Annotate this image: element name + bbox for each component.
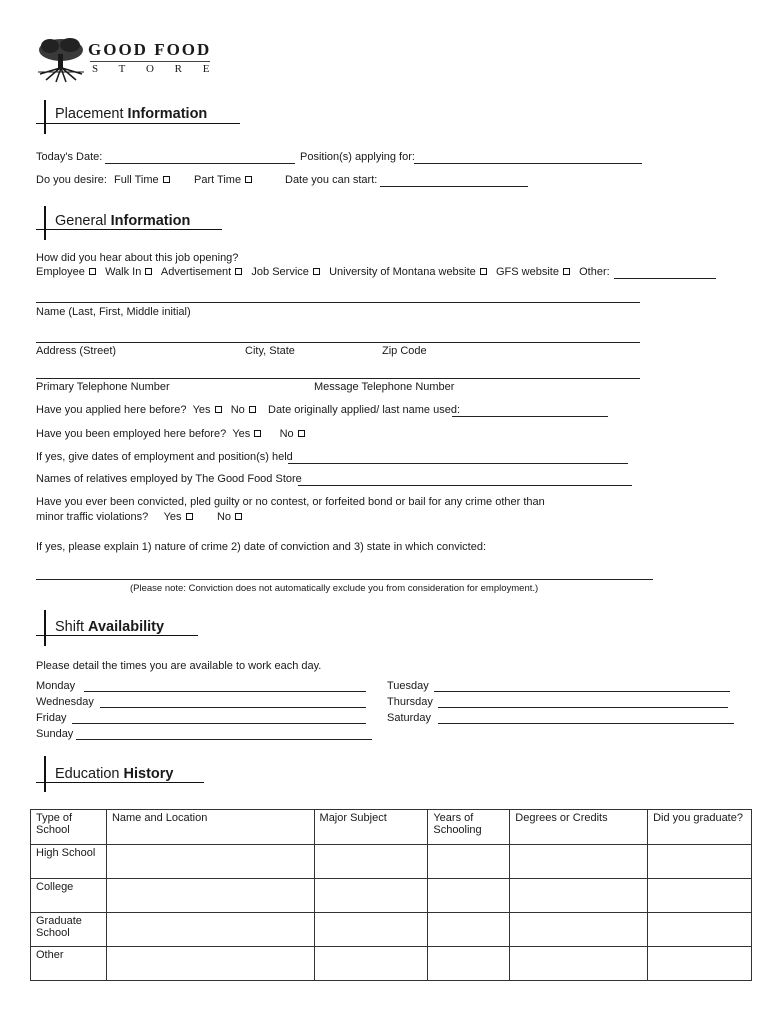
- checkbox[interactable]: [480, 268, 487, 275]
- convicted-yes[interactable]: Yes: [164, 511, 193, 523]
- zip-label: Zip Code: [382, 345, 427, 357]
- other-source-field[interactable]: [614, 278, 716, 279]
- section-bar: [44, 100, 46, 134]
- day-label-monday: Monday: [36, 680, 76, 692]
- section-underline: [36, 229, 222, 230]
- address-label: Address (Street): [36, 345, 117, 357]
- checkbox[interactable]: [254, 430, 261, 437]
- part-time-option[interactable]: Part Time: [194, 174, 252, 186]
- cell[interactable]: [648, 947, 752, 981]
- convicted-line1: Have you ever been convicted, pled guilty or no contest, or forfeited bond or bail for any crime other than: [36, 496, 545, 508]
- part-time-checkbox[interactable]: [245, 176, 252, 183]
- hear-source-row: [36, 266, 610, 278]
- relatives-label: Names of relatives employed by The Good Food Store: [36, 473, 302, 485]
- tree-logo-icon: [36, 36, 86, 84]
- logo-divider: [90, 61, 210, 62]
- section-underline: [36, 782, 204, 783]
- if-yes-dates-label: If yes, give dates of employment and position(s) held: [36, 451, 293, 463]
- conviction-note: (Please note: Conviction does not automatically exclude you from consideration for employment.): [130, 583, 539, 594]
- col-header: Years of Schooling: [428, 810, 510, 845]
- education-table: [30, 809, 752, 981]
- message-phone-label: Message Telephone Number: [314, 381, 455, 393]
- cell[interactable]: [106, 913, 314, 947]
- positions-label: Position(s) applying for:: [300, 151, 415, 163]
- cell[interactable]: [428, 879, 510, 913]
- cell[interactable]: [106, 947, 314, 981]
- cell[interactable]: [314, 845, 428, 879]
- city-label: City, State: [245, 345, 295, 357]
- section-bar: [44, 206, 46, 240]
- section-title-placement: Placement Information: [55, 106, 208, 122]
- if-yes-dates-field[interactable]: [288, 463, 628, 464]
- date-applied-field[interactable]: [452, 416, 608, 417]
- employed-yes[interactable]: Yes: [229, 428, 261, 440]
- applied-no[interactable]: No: [231, 404, 256, 416]
- tuesday-field[interactable]: [434, 691, 730, 692]
- section-title-shift: Shift Availability: [55, 619, 165, 635]
- day-label-wednesday: Wednesday: [36, 696, 94, 708]
- day-label-saturday: Saturday: [387, 712, 432, 724]
- table-row: [31, 845, 752, 879]
- name-field[interactable]: [36, 302, 640, 303]
- table-row: [31, 913, 752, 947]
- cell[interactable]: [428, 913, 510, 947]
- cell[interactable]: [314, 879, 428, 913]
- logo: [36, 36, 219, 84]
- cell[interactable]: [510, 947, 648, 981]
- checkbox[interactable]: [235, 513, 242, 520]
- applied-before-row: Have you applied here before? Yes No Date originally applied/ last name used:: [36, 404, 461, 416]
- explain-label: If yes, please explain 1) nature of crime 2) date of conviction and 3) state in which convicted:: [36, 541, 487, 553]
- explain-field[interactable]: [36, 579, 653, 580]
- checkbox[interactable]: [298, 430, 305, 437]
- col-header: Name and Location: [106, 810, 314, 845]
- source-advertisement[interactable]: Advertisement: [161, 266, 242, 278]
- checkbox[interactable]: [186, 513, 193, 520]
- source-job-service[interactable]: Job Service: [251, 266, 319, 278]
- col-header: Major Subject: [314, 810, 428, 845]
- section-bar: [44, 610, 46, 646]
- source-um-website[interactable]: University of Montana website: [329, 266, 487, 278]
- row-label: Other: [31, 947, 107, 981]
- cell[interactable]: [648, 879, 752, 913]
- section-title-general: General Information: [55, 213, 191, 229]
- source-employee[interactable]: Employee: [36, 266, 96, 278]
- source-other-label: Other:: [579, 266, 610, 278]
- todays-date-label: Today's Date:: [36, 151, 103, 163]
- employed-no[interactable]: No: [280, 428, 305, 440]
- friday-field[interactable]: [72, 723, 366, 724]
- cell[interactable]: [510, 845, 648, 879]
- wednesday-field[interactable]: [100, 707, 366, 708]
- employed-before-row: Have you been employed here before? Yes No: [36, 428, 305, 440]
- day-label-thursday: Thursday: [387, 696, 433, 708]
- saturday-field[interactable]: [438, 723, 734, 724]
- full-time-checkbox[interactable]: [163, 176, 170, 183]
- source-walk-in[interactable]: Walk In: [105, 266, 152, 278]
- checkbox[interactable]: [89, 268, 96, 275]
- applied-yes[interactable]: Yes: [190, 404, 222, 416]
- day-label-tuesday: Tuesday: [387, 680, 429, 692]
- col-header: Degrees or Credits: [510, 810, 648, 845]
- row-label: College: [31, 879, 107, 913]
- section-bar: [44, 756, 46, 792]
- date-applied-label: Date originally applied/ last name used:: [268, 404, 461, 416]
- checkbox[interactable]: [313, 268, 320, 275]
- hear-question: How did you hear about this job opening?: [36, 252, 239, 264]
- todays-date-field[interactable]: [105, 163, 295, 164]
- source-gfs-website[interactable]: GFS website: [496, 266, 570, 278]
- checkbox[interactable]: [249, 406, 256, 413]
- cell[interactable]: [648, 845, 752, 879]
- checkbox[interactable]: [235, 268, 242, 275]
- convicted-row: minor traffic violations? Yes No: [36, 511, 242, 523]
- table-header-row: [31, 810, 752, 845]
- full-time-option[interactable]: Full Time: [114, 174, 170, 186]
- shift-intro: Please detail the times you are available to work each day.: [36, 660, 322, 672]
- cell[interactable]: [428, 947, 510, 981]
- cell[interactable]: [510, 913, 648, 947]
- positions-field[interactable]: [414, 163, 642, 164]
- start-date-label: Date you can start:: [285, 174, 378, 186]
- cell[interactable]: [648, 913, 752, 947]
- cell[interactable]: [106, 879, 314, 913]
- monday-field[interactable]: [84, 691, 366, 692]
- relatives-field[interactable]: [298, 485, 632, 486]
- cell[interactable]: [510, 879, 648, 913]
- logo-store: S T O R E: [92, 63, 219, 75]
- address-field[interactable]: [36, 342, 640, 343]
- cell[interactable]: [428, 845, 510, 879]
- logo-name: GOOD FOOD: [88, 40, 212, 59]
- desire-label: Do you desire:: [36, 174, 107, 186]
- table-row: [31, 879, 752, 913]
- col-header: Did you graduate?: [648, 810, 752, 845]
- col-header: Type of School: [31, 810, 107, 845]
- checkbox[interactable]: [215, 406, 222, 413]
- section-title-education: Education History: [55, 766, 174, 782]
- cell[interactable]: [106, 845, 314, 879]
- table-row: [31, 947, 752, 981]
- checkbox[interactable]: [563, 268, 570, 275]
- row-label: High School: [31, 845, 107, 879]
- row-label: Graduate School: [31, 913, 107, 947]
- sunday-field[interactable]: [76, 739, 372, 740]
- convicted-no[interactable]: No: [217, 511, 242, 523]
- checkbox[interactable]: [145, 268, 152, 275]
- day-label-friday: Friday: [36, 712, 67, 724]
- name-label: Name (Last, First, Middle initial): [36, 306, 191, 318]
- section-underline: [36, 123, 240, 124]
- start-date-field[interactable]: [380, 186, 528, 187]
- primary-phone-label: Primary Telephone Number: [36, 381, 170, 393]
- section-underline: [36, 635, 198, 636]
- day-label-sunday: Sunday: [36, 728, 74, 740]
- phone-field[interactable]: [36, 378, 640, 379]
- cell[interactable]: [314, 947, 428, 981]
- thursday-field[interactable]: [438, 707, 728, 708]
- cell[interactable]: [314, 913, 428, 947]
